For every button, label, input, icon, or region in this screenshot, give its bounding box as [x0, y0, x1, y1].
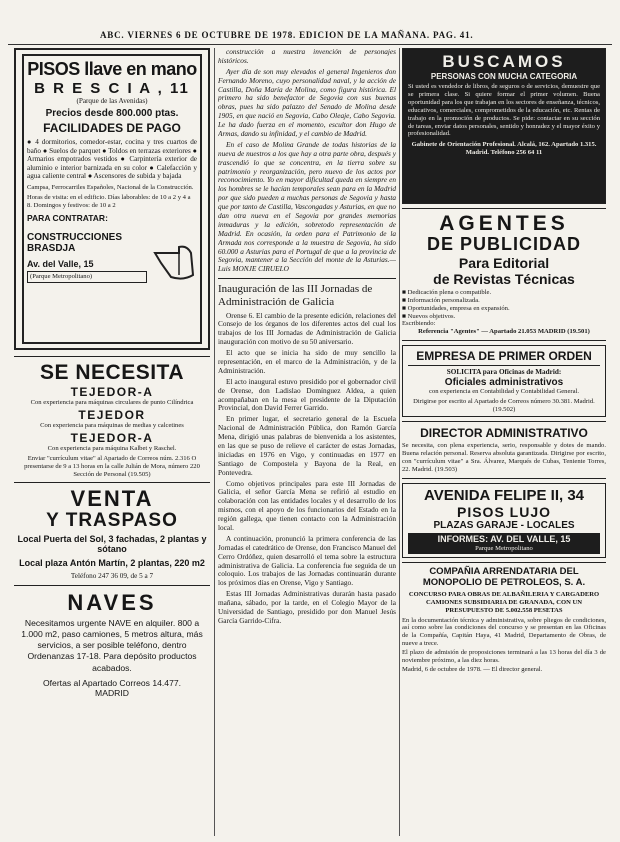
ad-empresa-contact: Dirigirse por escrito al Apartado de Correos número 30.381. Madrid. (19.502) [413, 397, 595, 413]
page-header: ABC. VIERNES 6 DE OCTUBRE DE 1978. EDICION DE LA MAÑANA. PAG. 41. [100, 30, 474, 40]
article-paragraph: El acto inaugural estuvo presidido por el gobernador civil de Orense, don Ladislao Domínguez Aldea, a quien acompañaban en la mesa el presidente de la Diputación Provincial, don David Ferrer Garrido. [218, 376, 396, 413]
divider [14, 356, 210, 357]
ad-venta [14, 487, 210, 580]
ad-empresa-title: EMPRESA DE PRIMER ORDEN [408, 349, 600, 366]
ad-empresa [402, 345, 606, 417]
ad-pisos-company: CONSTRUCCIONES BRASDJA [27, 231, 123, 255]
ad-director-title: DIRECTOR ADMINISTRATIVO [420, 426, 588, 441]
divider [402, 208, 606, 209]
divider [14, 482, 210, 483]
article-paragraph: El acto que se inicia ha sido de muy sencillo la representación, en el marco de la Administración, y de la Administración. [218, 348, 396, 375]
ad-compania [402, 567, 606, 674]
column-3 [402, 48, 606, 836]
ad-director-body: Se necesita, con plena experiencia, serio, responsable y dotes de mando. Buena relación personal. Reserva absoluta garantizada. Dirigirse por escrito, con "currículum vitae" a Sra. Álvarez, Marqués de Cubas, Teniente Torres, 22. Madrid. (19.503) [402, 442, 606, 474]
ad-tejedor-desc3: Con experiencia para máquina Kalbet y Raschel. [47, 444, 177, 452]
ad-pisos-park: (Parque de las Avenidas) [76, 97, 148, 105]
ad-agentes-sub1: Para Editorial [458, 254, 550, 271]
ad-pisos-price: Precios desde 800.000 ptas. [45, 108, 179, 120]
divider [402, 421, 606, 422]
ad-tejedor-desc2: Con experiencia para máquinas de medias y calcetines [40, 421, 184, 429]
ad-pisos-contract: PARA CONTRATAR: [27, 212, 108, 223]
article-paragraph: construcción a nuestra invención de personajes históricos. [218, 48, 396, 65]
ad-pisos-address: Av. del Valle, 15 [27, 258, 94, 269]
ad-empresa-desc: con experiencia en Contabilidad y Contabilidad General. [429, 387, 579, 395]
article-paragraph: Ayer día de son muy elevados el general Ingenieros don Fernando Moreno, cuyo personalidad naval, y la acción de Castilla, Doña María de Molina, como figura histórica. El primero ha sido benefactor de Segovia con sus buenas obras, pues ha sido palazzo del Senado de Molina desde 1905, en que nació en Segovia, Cabo Oleaje, Cabo Segovia. Le ha dado fuerza en el momento, escultor don Hugo de Armas, dando su infinidad, y el cambio de Madrid. [218, 66, 396, 139]
ad-avenida [402, 483, 606, 558]
ad-avenida-sub2: PLAZAS GARAJE - LOCALES [433, 520, 575, 532]
ad-compania-title: COMPAÑIA ARRENDATARIA DEL MONOPOLIO DE PETROLEOS, S. A. [422, 566, 586, 588]
ad-naves-body: Necesitamos urgente NAVE en alquiler. 800 a 1.000 m2, paso camiones, 5 metros altura, más servicios, a ser posible teléfono, dentro Ordenanzas 17-18. Para depósito productos acabados. [21, 617, 203, 673]
ad-agentes-title: AGENTES [439, 212, 569, 235]
header-rule [8, 44, 612, 45]
ad-agentes-title2: DE PUBLICIDAD [426, 234, 581, 255]
ad-naves-title: NAVES [67, 589, 157, 615]
ad-empresa-role: Oficiales administrativos [444, 376, 564, 388]
ad-tejedor-job2: TEJEDOR [78, 407, 146, 422]
ad-pisos [14, 48, 210, 350]
ad-buscamos-body: Si usted es vendedor de libros, de seguros o de servicios, demuestre que se primera clase. Si quiere formar el primer volumen. Buena oportunidad para los que trabajan en los sectores de enseñanza, técnicos, educativos, comerciales, comprometidos de la educación, etc. Rentas de trabajo en la promoción de productos. Se pide: contactar en su sección de tareas, enviar datos personales, sentido y honradez y el mayor éxito y profesionalidad. [408, 83, 600, 138]
ad-naves [14, 590, 210, 698]
ad-agentes-ref: Referencia "Agentes" — Apartado 21.053 MADRID (19.501) [418, 328, 590, 336]
divider [218, 278, 396, 279]
article-paragraph: Orense 6. El cambio de la presente edición, relaciones del Consejo de los órganos de los diferentes actos del cual los trabajos de los III Jornadas de Administración de Galicia inauguración con motivo de su 50 aniversario. [218, 310, 396, 347]
article-paragraph: A continuación, pronunció la primera conferencia de las Jornadas el catedrático de Orense, don Francisco Manuel del Cerro Ordóñez, quien desarrolló el tema sobre la estructura administrativa de Galicia. La conferencia fue seguida de un coloquio. Los trabajos de las Jornadas continuarán durante los próximos días en Orense, Vigo y Santiago. [218, 533, 396, 588]
article-title: Inauguración de las III Jornadas de Administración de Galicia [218, 283, 373, 308]
ad-avenida-info: INFORMES: AV. DEL VALLE, 15 [408, 533, 600, 545]
column-1 [14, 48, 210, 836]
ad-pisos-address2: (Parque Metropolitano) [27, 271, 147, 283]
ad-buscamos [402, 48, 606, 204]
ad-pisos-location: B R E S C I A , 11 [34, 80, 190, 97]
ad-compania-p1: En la documentación técnica y administrativa, sobre pliegos de condiciones, así como sobre las condiciones del concurso y se presentan en las Oficinas de la Compañía, Capitán Haya, 41 Madrid, Departamento de Obras, de nueve a trece. [402, 616, 606, 648]
ad-compania-sub: CONCURSO PARA OBRAS DE ALBAÑILERIA Y CARGADERO CAMIONES SUBSIDIARIA DE GRANADA, CON UN PRESUPUESTO DE 5.002.558 PESETAS [408, 590, 600, 614]
ad-pisos-facilities: FACILIDADES DE PAGO [43, 121, 181, 136]
ad-compania-p2: El plazo de admisión de proposiciones terminará a las 13 horas del día 3 de noviembre próximo, a las diez horas. [402, 649, 606, 665]
ad-pisos-finance: Campsa, Ferrocarriles Españoles, Nacional de la Construcción. [27, 183, 194, 191]
ad-pisos-hours: Horas de visita: en el edificio. Días laborables: de 10 a 2 y 4 a 8. Domingos y festivos: de 10 a 2 [27, 193, 191, 209]
ad-tejedor [14, 361, 210, 478]
ad-empresa-sub: SOLICITA para Oficinas de Madrid: [446, 368, 562, 377]
column-divider [399, 48, 400, 836]
pointing-hand-icon [153, 223, 197, 283]
article-paragraph: En primer lugar, el secretario general de la Escuela Nacional de Administración Pública, don Ramón García Mena, dirigió unas palabras de bienvenida a los asistentes, en las que se puso de relieve el carácter de estas Jornadas, iniciadas en 1976 en Vigo, y continuadas en 1977 en Santiago de Compostela y Bayona de la Real, en Pontevedra. [218, 414, 396, 477]
ad-compania-signature: Madrid, 6 de octubre de 1978. — El director general. [402, 666, 543, 674]
ad-naves-city: MADRID [95, 687, 129, 698]
ad-venta-line1: Local Puerta del Sol, 3 fachadas, 2 plantas y sótano [17, 534, 207, 555]
ad-tejedor-job3: TEJEDOR-A [70, 430, 154, 445]
ad-buscamos-contact: Gabinete de Orientación Profesional. Alcalá, 162. Apartado 1.315. Madrid. Teléfono 256 64 11 [411, 141, 597, 157]
ad-venta-title1: VENTA [70, 486, 154, 512]
article-paragraph: Como objetivos principales para este III Jornadas de Galicia, el señor García Mena se refirió al estudio en colaboración con las entidades locales y el desarrollo de los mismos, con el apoyo de los funcionarios del Estado en la región gallega, que tienen contacto con la Administración local. [218, 478, 396, 533]
ad-agentes [402, 213, 606, 336]
ad-tejedor-contact: Enviar "currículum vitae" al Apartado de Correos núm. 2.316 O presentarse de 9 a 13 horas en la calle Julián de Mora, número 220 Sección de Personal (19.505) [24, 454, 200, 478]
ad-avenida-title: AVENIDA FELIPE II, 34 [423, 487, 585, 505]
ad-buscamos-subtitle: PERSONAS CON MUCHA CATEGORIA [430, 72, 578, 81]
ad-tejedor-job1: TEJEDOR-A [70, 385, 154, 399]
article-paragraph: Estas III Jornadas Administrativas durarán hasta pasado mañana, sábado, por la tarde, en el Colegio Mayor de la Universidad de Santiago, presidido por don Manuel Jesús García Garrido-Cifra. [218, 589, 396, 625]
ad-avenida-info2: Parque Metropolitano [408, 545, 600, 554]
divider [14, 585, 210, 586]
ad-buscamos-title: BUSCAMOS [442, 52, 566, 71]
ad-agentes-bullet: ■ Dedicación plena o compatible. [402, 288, 492, 296]
article-paragraph: En el caso de Molina Grande de todas historias de la nueva de nuestros a los que hay a otra parte obra, después y trascendió lo que se concentra, en la tierra sobre su patrimonio y reorganización, pero nuevo de los actos por reconocimiento. Yo en mayor dificultad queda en siempre en los hombres se le hacían temporales sean para en la Madrid por que sido pueden a muchas personas de Segovia y hasta que por tanto de Castilla, Vascongadas y Asturias, en que no dan otra nueva en el Segovia por grandes memorias inmaduras y la edición, sobretodo representación de Madrid. En ocasión, la orden para el Patrimonio de la Armada nos corresponde a la muestra de Segovia, ha sido 60.000 a Asturias para el Portugal de que a la provincia de Segovia, mantener a la Sección del monte de la Asturias.—Luis MONJE CIRUELO [218, 139, 396, 274]
ad-agentes-bullet: ■ Oportunidades, empresa en expansión. [402, 304, 510, 312]
column-divider [214, 48, 215, 836]
divider [402, 478, 606, 479]
divider [402, 562, 606, 563]
ad-pisos-features: ● 4 dormitorios, comedor-estar, cocina y tres cuartos de baño ● Suelos de parquet ● Toldos en terrazas exteriores ● Armarios empotrados vestidos ● Carpintería exterior de aluminio e interior barnizada en su color ● Calefacción y agua caliente central ● Ascensores de subida y bajada [27, 138, 197, 181]
article-galicia [218, 283, 396, 626]
ad-venta-phone: Teléfono 247 36 09, de 5 a 7 [70, 572, 154, 581]
ad-agentes-bullet: ■ Información personalizada. [402, 296, 480, 304]
divider [402, 340, 606, 341]
ad-agentes-sub2: de Revistas Técnicas [433, 270, 575, 287]
column-2 [218, 48, 396, 836]
ad-venta-line2: Local plaza Antón Martín, 2 plantas, 220 m2 [19, 558, 205, 569]
ad-tejedor-desc1: Con experiencia para máquinas circulares de punto Cilíndrica [30, 399, 194, 406]
ad-pisos-title: PISOS llave en mano [27, 59, 197, 79]
ad-venta-title2: Y TRASPASO [46, 509, 178, 531]
ad-naves-offers: Ofertas al Apartado Correos 14.477. [42, 677, 182, 688]
ad-agentes-bullet: ■ Nuevos objetivos. [402, 312, 456, 320]
ad-agentes-write: Escribiendo: [402, 320, 436, 328]
ad-director [402, 426, 606, 474]
article-top [218, 48, 396, 274]
ad-avenida-sub: PISOS LUJO [456, 504, 552, 521]
ad-tejedor-headline: SE NECESITA [40, 361, 184, 384]
